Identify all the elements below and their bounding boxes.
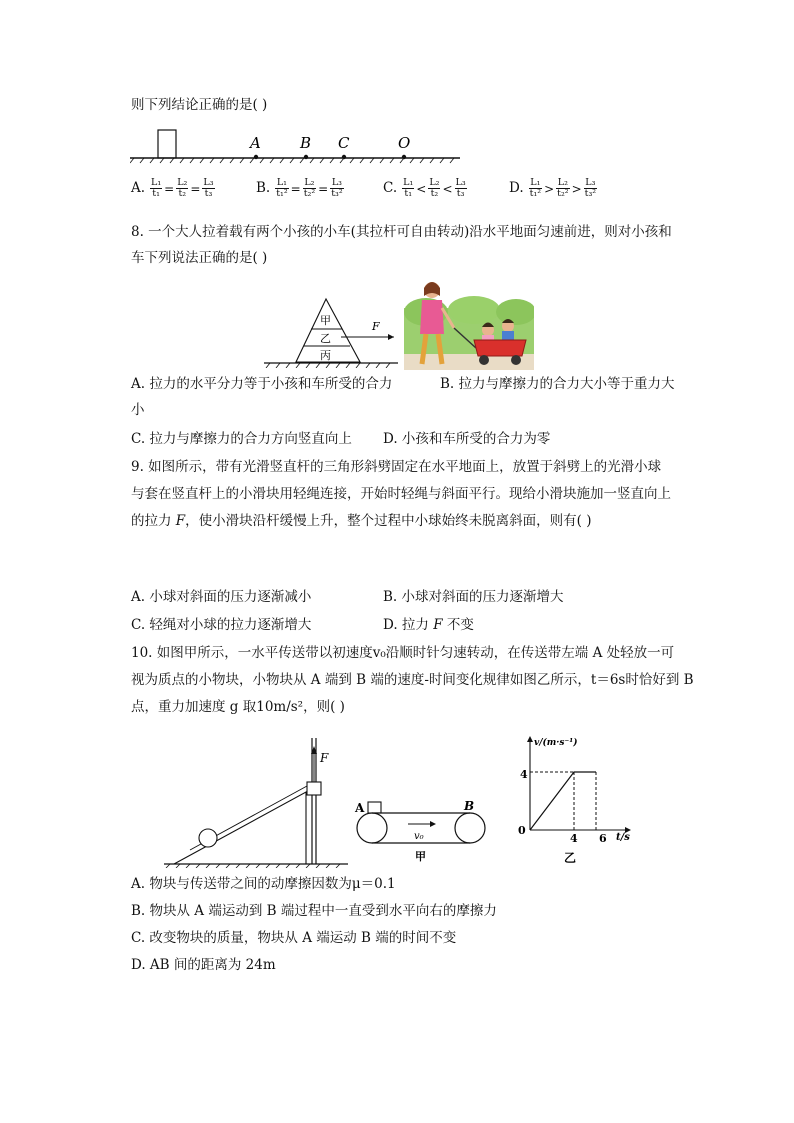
q10-graph-origin: 0 — [518, 824, 526, 837]
q7-fraction: $\frac{\text{L₁}}{\text{t₁}}$ — [151, 177, 162, 199]
q7-option-label: C. — [383, 180, 398, 196]
q7-option-label: A. — [131, 180, 146, 196]
q10-block — [368, 802, 381, 813]
q8-label-bing: 丙 — [320, 349, 331, 362]
q10-graph-xlabel: t/s — [616, 832, 630, 843]
q7-point-b-dot — [304, 155, 308, 159]
q9-option-d-b: 不变 — [442, 617, 474, 633]
q7-point-o-label: O — [398, 134, 411, 152]
q10-option-b: B. 物块从 A 端运动到 B 端过程中一直受到水平向右的摩擦力 — [131, 903, 497, 919]
q7-option-a — [131, 178, 216, 199]
q9-line-1: 9. 如图所示，带有光滑竖直杆的三角形斜劈固定在水平地面上，放置于斜劈上的光滑小球 — [131, 459, 662, 475]
q7-operator: = — [290, 181, 301, 196]
q7-operator: = — [164, 181, 175, 196]
q7-point-a-dot — [254, 155, 258, 159]
q10-option-d: D. AB 间的距离为 24m — [131, 957, 276, 973]
q8-line-2: 车下列说法正确的是( ) — [131, 250, 268, 266]
q10-conveyor-figure — [352, 786, 502, 862]
q7-block — [158, 130, 176, 158]
q7-operator: > — [544, 181, 555, 196]
q9-ball — [199, 829, 217, 847]
q7-fraction: $\frac{\text{L₃}}{\text{t₃²}}$ — [331, 177, 343, 199]
q7-fraction: $\frac{\text{L₃}}{\text{t₃}}$ — [455, 177, 466, 199]
q7-operator: = — [190, 181, 201, 196]
q10-option-c: C. 改变物块的质量，物块从 A 端运动 B 端的时间不变 — [131, 930, 457, 946]
q7-operator: = — [318, 181, 329, 196]
q7-operator: < — [416, 181, 427, 196]
q10-graph-xtick-4: 4 — [570, 832, 578, 845]
q7-fraction: $\frac{\text{L₂}}{\text{t₂}}$ — [429, 177, 440, 199]
q7-option-c — [383, 178, 468, 199]
q9-option-c: C. 轻绳对小球的拉力逐渐增大 — [131, 617, 312, 633]
q9-option-d-a: D. 拉力 — [383, 617, 434, 633]
q7-option-label: D. — [509, 180, 524, 196]
q10-line-3: 点，重力加速度 g 取10m/s²，则( ) — [131, 699, 345, 715]
q10-graph-ytick-4: 4 — [520, 768, 528, 781]
q7-fraction: $\frac{\text{L₂}}{\text{t₂²}}$ — [557, 177, 569, 199]
q8-option-b-wrap: 小 — [131, 402, 145, 418]
q7-point-c-dot — [342, 155, 346, 159]
q9-force-label: F — [320, 751, 329, 765]
q7-point-c-label: C — [338, 134, 350, 152]
q9-line-3-a: 的拉力 — [131, 513, 176, 529]
q10-left-pulley — [357, 813, 387, 843]
q7-point-b-label: B — [300, 134, 312, 152]
q8-label-jia: 甲 — [320, 314, 331, 327]
q10-graph-ylabel: v/(m·s⁻¹) — [534, 738, 578, 748]
q7-fraction: $\frac{\text{L₂}}{\text{t₂²}}$ — [303, 177, 316, 199]
q8-force-label: F — [372, 320, 380, 333]
q9-line-3 — [131, 511, 592, 531]
q9-option-b: B. 小球对斜面的压力逐渐增大 — [383, 589, 564, 605]
q7-point-o-dot — [402, 155, 406, 159]
q8-pyramid-figure — [260, 296, 400, 368]
q7-point-a-label: A — [250, 134, 261, 152]
q10-option-a: A. 物块与传送带之间的动摩擦因数为μ＝0.1 — [131, 876, 396, 892]
q7-option-label: B. — [256, 180, 271, 196]
q10-belt-velocity-arrow — [430, 821, 436, 827]
q7-option-d — [509, 178, 598, 199]
q10-belt-a-label: A — [355, 801, 365, 815]
q10-belt-b-label: B — [464, 799, 475, 813]
q7-operator: > — [571, 181, 582, 196]
q10-graph-velocity-line — [530, 772, 596, 830]
q7-fraction: $\frac{\text{L₁}}{\text{t₁}}$ — [403, 177, 414, 199]
q7-ground-hatch — [130, 158, 454, 163]
q8-adult-body — [420, 300, 444, 334]
q10-graph-guides — [530, 772, 596, 830]
q7-fraction: $\frac{\text{L₃}}{\text{t₃²}}$ — [584, 177, 597, 199]
q7-fraction: $\frac{\text{L₃}}{\text{t₃}}$ — [203, 177, 214, 199]
q10-caption-jia: 甲 — [415, 850, 426, 862]
q9-force-var: F — [175, 513, 186, 529]
q10-line-1: 10. 如图甲所示，一水平传送带以初速度v₀沿顺时针匀速转动，在传送带左端 A 处轻放一可 — [131, 645, 675, 661]
q8-wagon — [474, 340, 526, 356]
q7-operator: < — [442, 181, 453, 196]
q8-wagon-illustration — [404, 278, 534, 370]
q7-fraction: $\frac{\text{L₁}}{\text{t₁²}}$ — [276, 177, 288, 199]
q7-fraction: $\frac{\text{L₁}}{\text{t₁²}}$ — [529, 177, 542, 199]
q8-label-yi: 乙 — [320, 332, 331, 345]
q10-belt-velocity-label: v₀ — [414, 831, 424, 842]
q7-option-b — [256, 178, 345, 199]
q8-option-d: D. 小孩和车所受的合力为零 — [383, 431, 551, 447]
q9-line-2: 与套在竖直杆上的小滑块用轻绳连接，开始时轻绳与斜面平行。现给小滑块施加一竖直向上 — [131, 486, 671, 502]
q9-option-d — [383, 615, 474, 635]
q10-right-pulley — [455, 813, 485, 843]
q9-wedge-figure — [160, 732, 350, 868]
q7-stem-tail: 则下列结论正确的是( ) — [131, 97, 268, 113]
q9-wedge — [174, 792, 306, 864]
q7-track-figure — [130, 124, 462, 164]
q8-option-c: C. 拉力与摩擦力的合力方向竖直向上 — [131, 431, 352, 447]
q9-line-3-b: ，使小滑块沿杆缓慢上升，整个过程中小球始终未脱离斜面，则有( ) — [185, 513, 592, 529]
q8-line-1: 8. 一个大人拉着载有两个小孩的小车(其拉杆可自由转动)沿水平地面匀速前进，则对小孩和 — [131, 224, 672, 240]
q8-force-arrowhead — [388, 334, 394, 340]
q9-option-d-var: F — [433, 617, 443, 633]
q9-option-a: A. 小球对斜面的压力逐渐减小 — [131, 589, 312, 605]
q10-caption-yi: 乙 — [564, 851, 577, 865]
q10-line-2: 视为质点的小物块，小物块从 A 端到 B 端的速度-时间变化规律如图乙所示，t＝6s时恰好到 B — [131, 672, 694, 688]
q7-fraction: $\frac{\text{L₂}}{\text{t₂}}$ — [177, 177, 188, 199]
q10-vt-graph — [512, 732, 634, 866]
q8-option-b: B. 拉力与摩擦力的合力大小等于重力大 — [440, 376, 675, 392]
q8-option-a: A. 拉力的水平分力等于小孩和车所受的合力 — [131, 376, 393, 392]
q10-graph-xtick-6: 6 — [599, 832, 607, 845]
q9-slider-block — [307, 782, 321, 795]
